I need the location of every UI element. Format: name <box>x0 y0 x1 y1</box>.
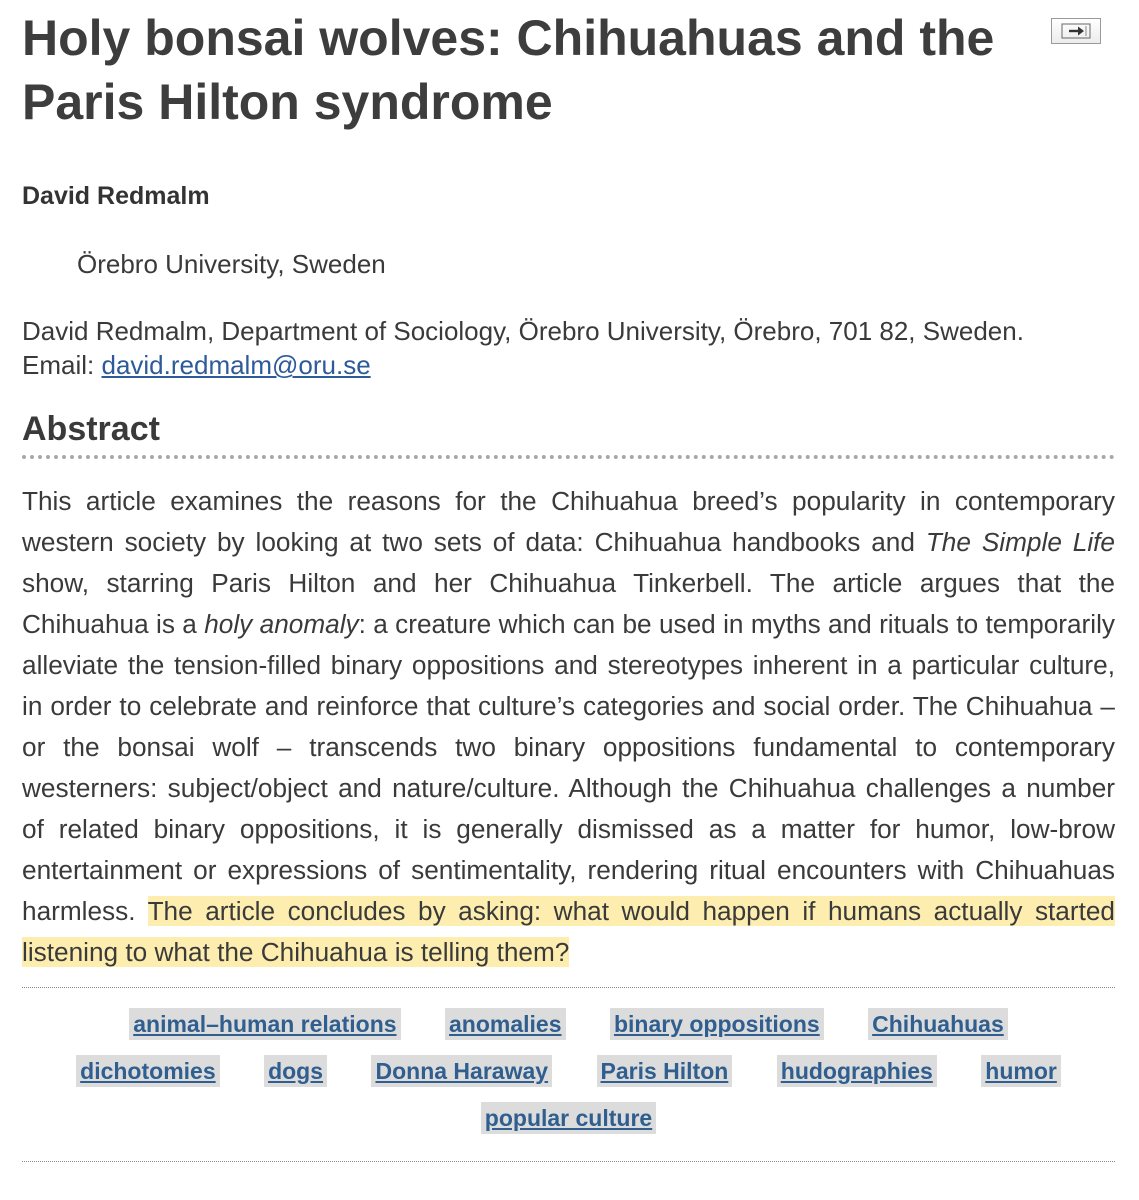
keyword-tag[interactable]: animal–human relations <box>129 1008 400 1040</box>
keyword-tag[interactable]: Donna Haraway <box>371 1055 552 1087</box>
abstract-part-1: This article examines the reasons for the Chihuahua breed’s popularity in contemporary western society by looking at two sets of data: Chihuahua handbooks and <box>22 486 1115 557</box>
abstract-part-2: show, starring Paris Hilton and her Chihuahua Tinkerbell. The article argues that the Chihuahua is a <box>22 568 1115 639</box>
abstract-emphasis-term: holy anomaly <box>204 609 359 639</box>
abstract-highlight[interactable]: The article concludes by asking: what would happen if humans actually started listening to what the Chihuahua is telling them? <box>22 896 1115 967</box>
abstract-heading: Abstract <box>22 410 1115 459</box>
abstract-emphasis-show: The Simple Life <box>925 527 1115 557</box>
author-name: David Redmalm <box>22 182 210 210</box>
keyword-tag[interactable]: dogs <box>264 1055 327 1087</box>
correspondence-block <box>22 314 1115 382</box>
author-affiliation: Örebro University, Sweden <box>77 249 386 279</box>
keyword-tag[interactable]: humor <box>981 1055 1061 1087</box>
keyword-tag[interactable]: dichotomies <box>76 1055 219 1087</box>
article-title: Holy bonsai wolves: Chihuahuas and the Paris Hilton syndrome <box>22 10 995 130</box>
email-link[interactable]: david.redmalm@oru.se <box>101 350 371 380</box>
correspondence-address: David Redmalm, Department of Sociology, Örebro University, Örebro, 701 82, Sweden. <box>22 316 1024 346</box>
email-label: Email: <box>22 350 95 380</box>
keyword-tag[interactable]: popular culture <box>481 1102 656 1134</box>
keywords-list <box>22 987 1115 1162</box>
keyword-tag[interactable]: anomalies <box>445 1008 566 1040</box>
article-page <box>22 0 1115 1162</box>
abstract-part-3: : a creature which can be used in myths and rituals to temporarily alleviate the tension-filled binary oppositions and stereotypes inherent in a particular culture, in order to celebrate and reinforce that culture’s categories and social order. The Chihuahua – or the bonsai wolf – transcends two binary oppositions fundamental to contemporary westerners: subject/object and nature/culture. Although the Chihuahua challenges a number of related binary oppositions, it is generally dismissed as a matter for humor, low-brow entertainment or expressions of sentimentality, rendering ritual encounters with Chihuahuas harmless. <box>22 609 1116 926</box>
abstract-text <box>22 481 1115 973</box>
keyword-tag[interactable]: hudographies <box>777 1055 937 1087</box>
keyword-tag[interactable]: Paris Hilton <box>597 1055 733 1087</box>
arrow-right-box-icon <box>1061 23 1091 39</box>
keyword-tag[interactable]: Chihuahuas <box>868 1008 1008 1040</box>
keyword-tag[interactable]: binary oppositions <box>610 1008 824 1040</box>
export-button[interactable] <box>1051 18 1101 44</box>
